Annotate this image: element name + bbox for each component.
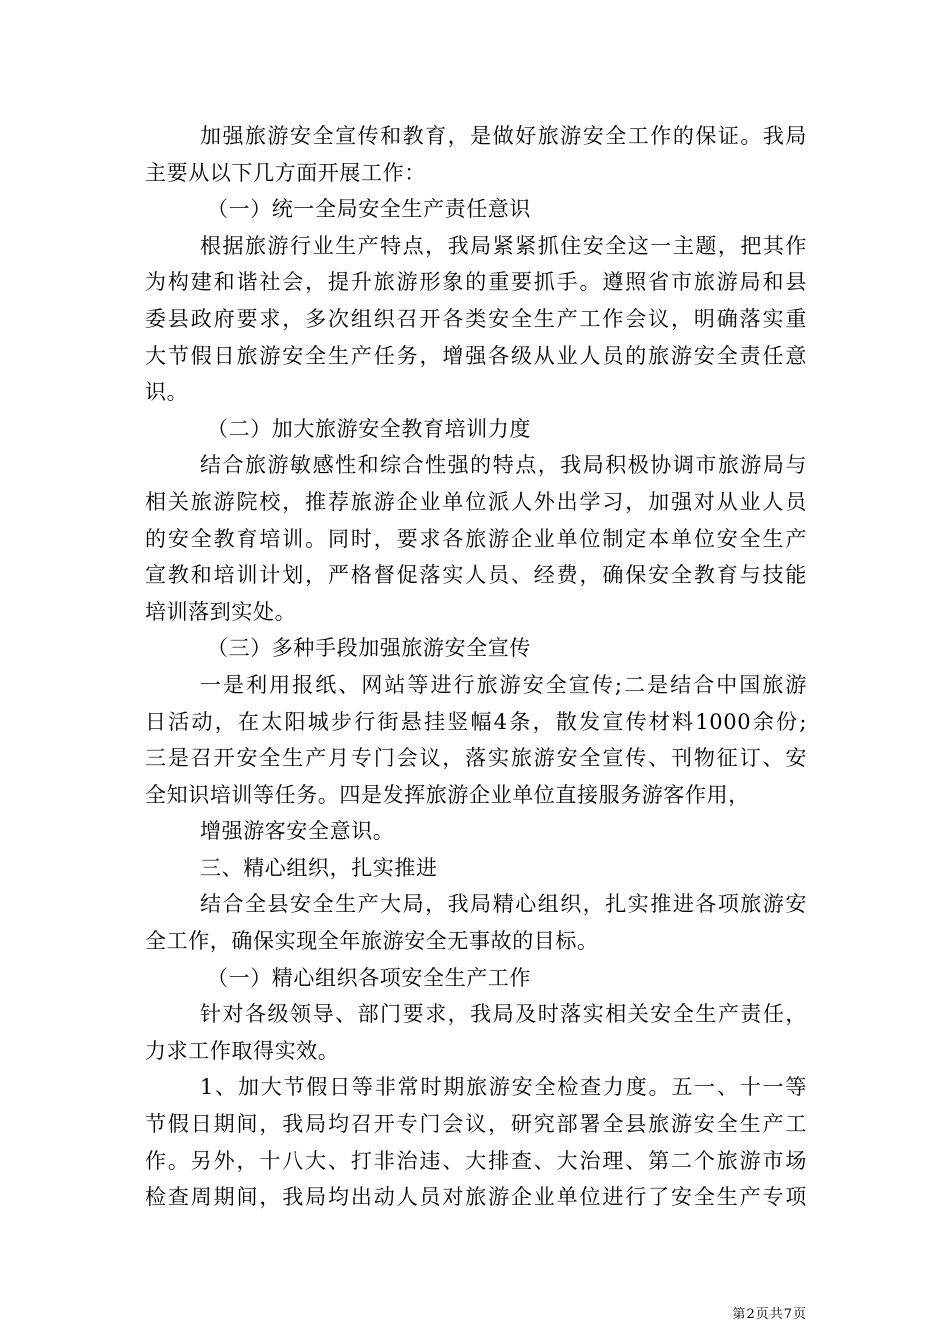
paragraph-line: 的安全教育培训。同时，要求各旅游企业单位制定本单位安全生产 [145,526,807,551]
paragraph-line: 识。 [145,380,189,405]
paragraph-line: 检查周期间，我局均出动人员对旅游企业单位进行了安全生产专项 [145,1185,807,1210]
paragraph-line: 相关旅游院校，推荐旅游企业单位派人外出学习，加强对从业人员 [145,489,807,514]
paragraph-line: 主要从以下几方面开展工作： [145,160,426,185]
paragraph-line: 全知识培训等任务。四是发挥旅游企业单位直接服务游客作用， [145,782,750,807]
paragraph-line: 增强游客安全意识。 [200,819,395,844]
paragraph-line: 大节假日旅游安全生产任务，增强各级从业人员的旅游安全责任意 [145,343,807,368]
paragraph-line: 一是利用报纸、网站等进行旅游安全宣传;二是结合中国旅游 [200,672,807,697]
paragraph-line: 作。另外，十八大、打非治违、大排查、大治理、第二个旅游市场 [145,1148,807,1173]
paragraph-line: 加强旅游安全宣传和教育，是做好旅游安全工作的保证。我局 [200,124,807,148]
section-heading: （一）统一全局安全生产责任意识 [207,197,531,222]
paragraph-line: 三是召开安全生产月专门会议，落实旅游安全宣传、刊物征订、安 [145,746,807,771]
paragraph-line: 日活动，在太阳城步行街悬挂竖幅4条，散发宣传材料1000余份; [145,709,807,734]
section-heading: （一）精心组织各项安全生产工作 [207,965,531,990]
body-text [145,118,807,1216]
paragraph-line: 全工作，确保实现全年旅游安全无事故的目标。 [145,929,599,954]
paragraph-line: 节假日期间，我局均召开专门会议，研究部署全县旅游安全生产工 [145,1112,807,1137]
section-heading: （二）加大旅游安全教育培训力度 [207,416,531,441]
paragraph-line: 力求工作取得实效。 [145,1038,340,1063]
paragraph-line: 1、加大节假日等非常时期旅游安全检查力度。五一、十一等 [200,1075,807,1100]
section-heading: （三）多种手段加强旅游安全宣传 [207,636,531,661]
section-heading: 三、精心组织，扎实推进 [200,855,438,880]
paragraph-line: 为构建和谐社会，提升旅游形象的重要抓手。遵照省市旅游局和县 [145,270,807,295]
paragraph-line: 委县政府要求，多次组织召开各类安全生产工作会议，明确落实重 [145,306,807,331]
paragraph-line: 根据旅游行业生产特点，我局紧紧抓住安全这一主题，把其作 [200,233,807,258]
page-indicator: 第2页共7页 [732,1307,807,1322]
paragraph-line: 针对各级领导、部门要求，我局及时落实相关安全生产责任， [200,1002,807,1027]
paragraph-line: 宣教和培训计划，严格督促落实人员、经费，确保安全教育与技能 [145,563,807,588]
paragraph-line: 结合全县安全生产大局，我局精心组织，扎实推进各项旅游安 [200,892,807,917]
paragraph-line: 培训落到实处。 [145,599,297,624]
paragraph-line: 结合旅游敏感性和综合性强的特点，我局积极协调市旅游局与 [200,453,807,478]
